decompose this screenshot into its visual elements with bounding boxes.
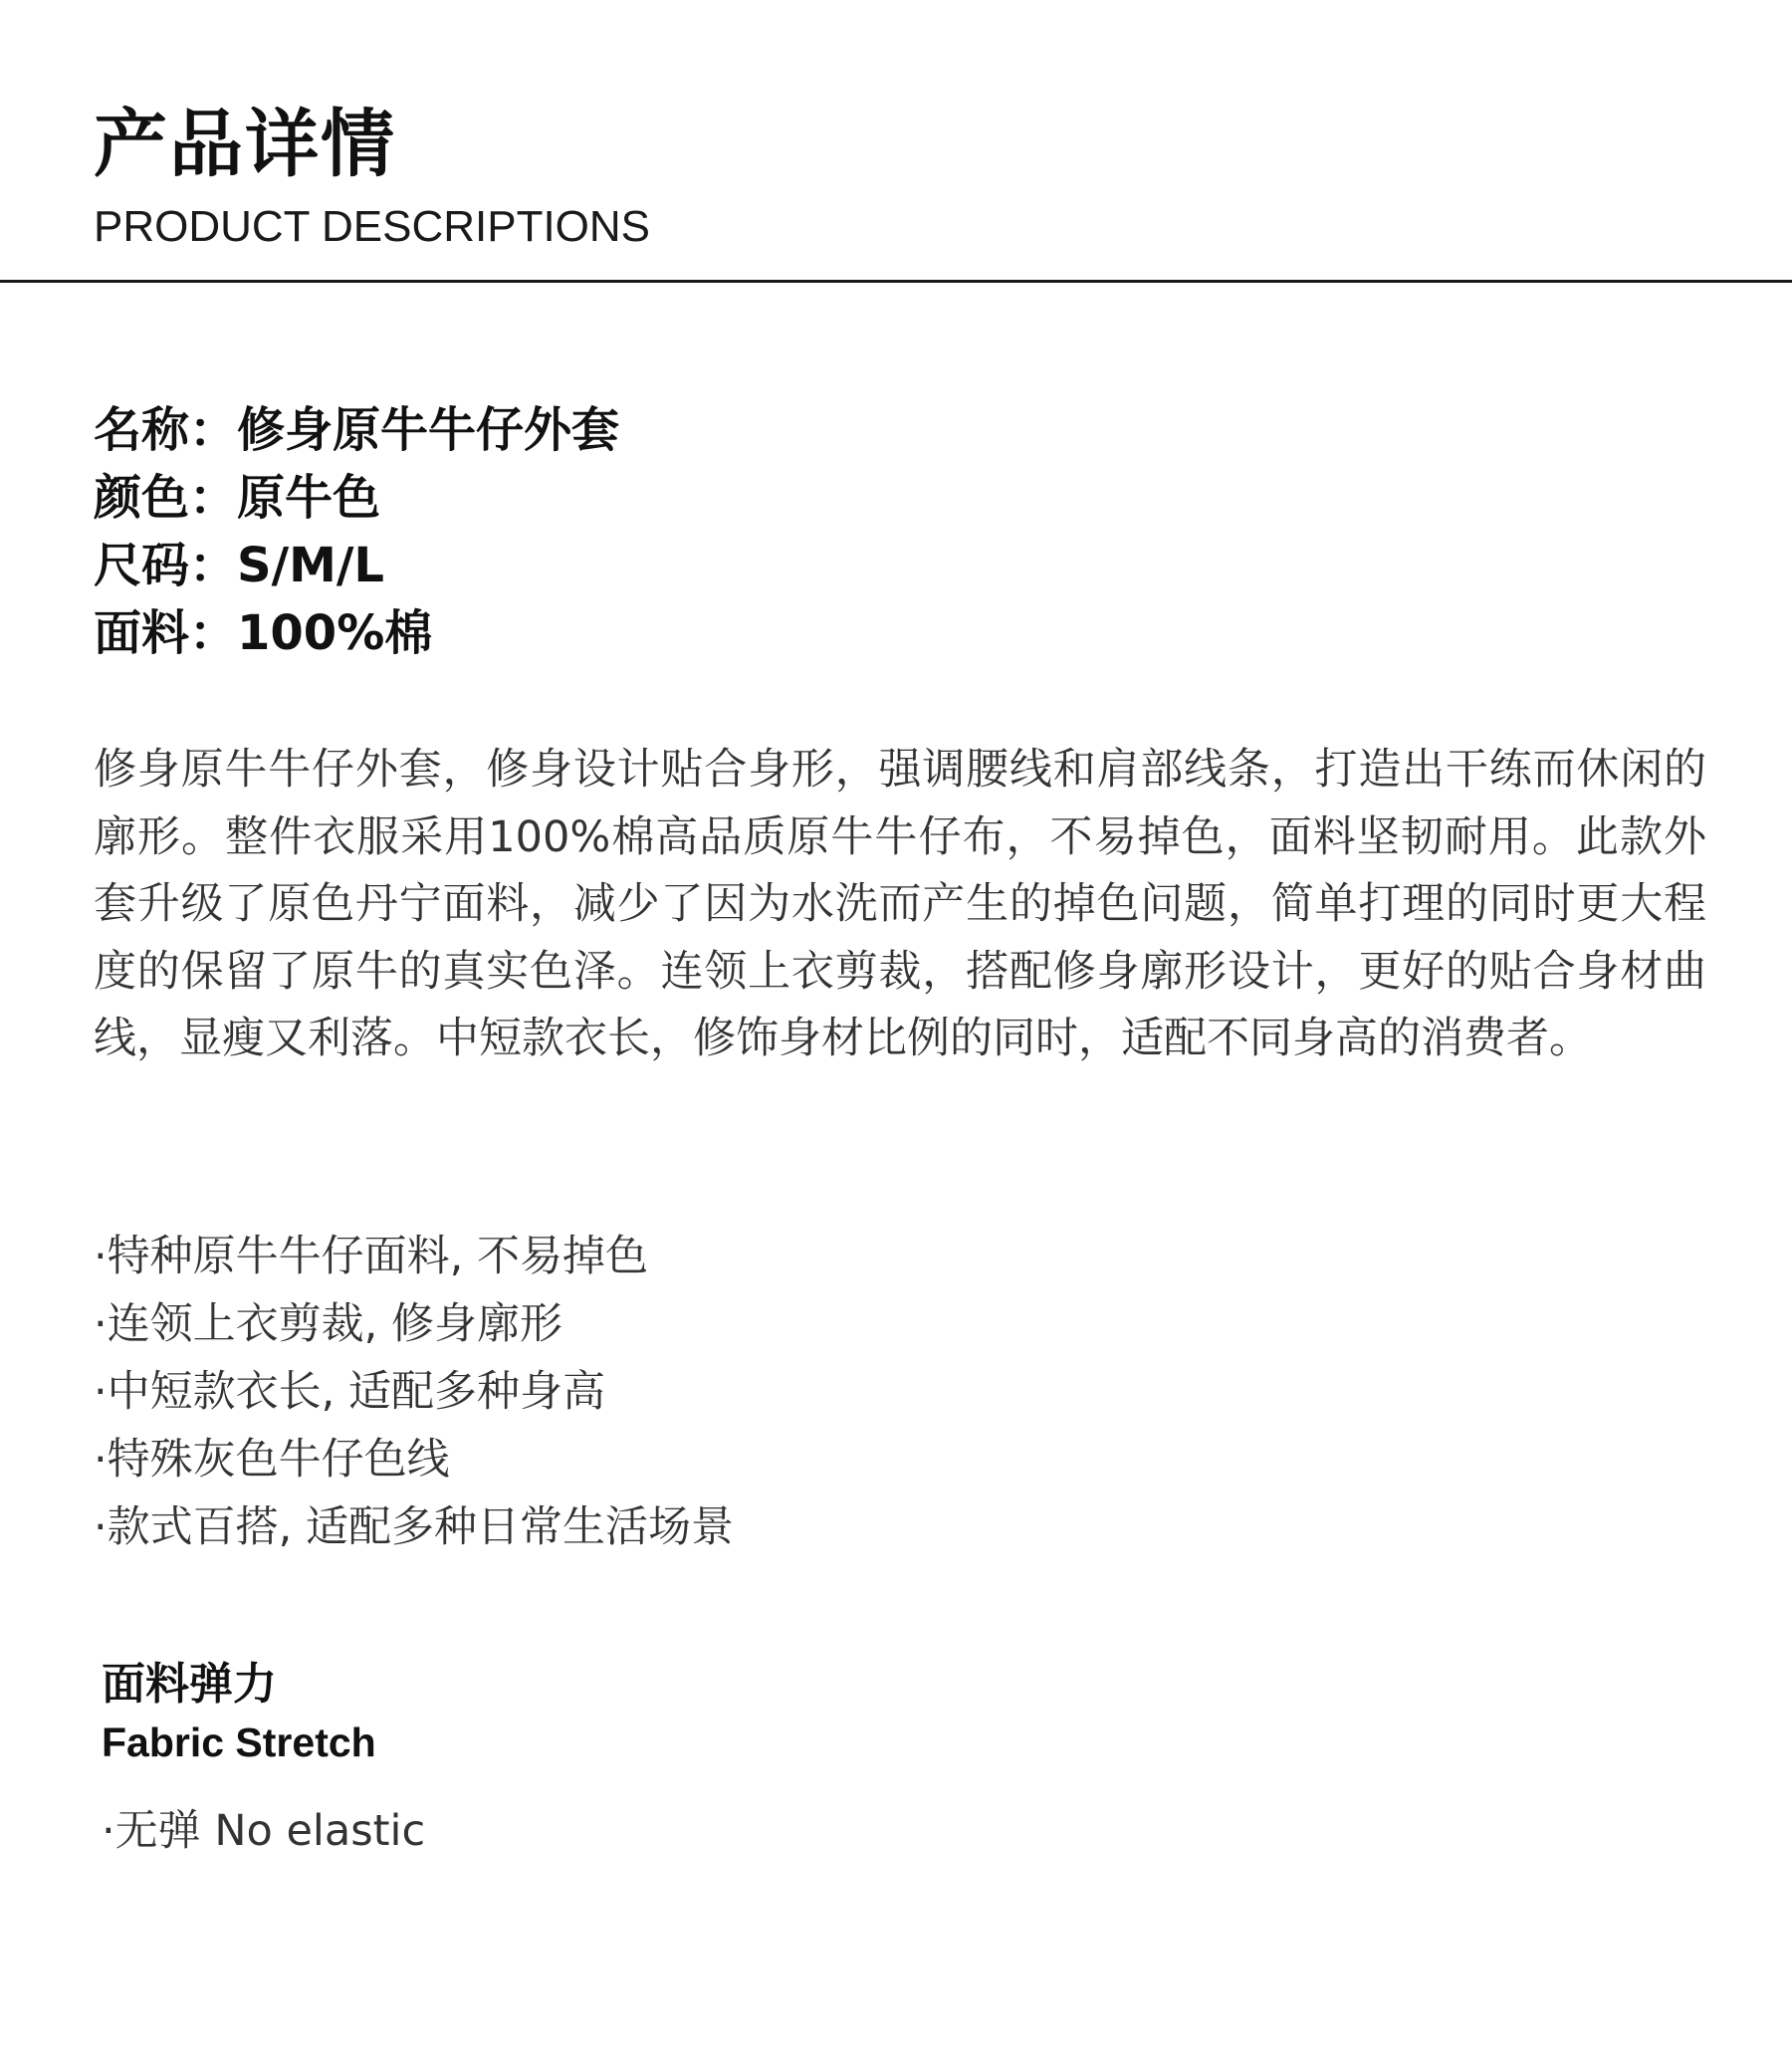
header-divider [0,280,1792,283]
spec-name: 名称：修身原牛牛仔外套 [94,402,620,458]
stretch-heading: 面料弹力 [102,1659,277,1710]
stretch-subheading: Fabric Stretch [102,1719,376,1765]
spec-color: 颜色：原牛色 [94,470,381,526]
page-title: 产品详情 [94,102,396,187]
spec-fabric: 面料：100%棉 [94,605,433,661]
list-item: ·特种原牛牛仔面料, 不易掉色 [94,1232,649,1281]
list-item: ·款式百搭, 适配多种日常生活场景 [94,1502,735,1552]
stretch-value: ·无弹 No elastic [102,1806,426,1856]
spec-list [94,396,619,667]
product-description: 修身原牛牛仔外套，修身设计贴合身形，强调腰线和肩部线条，打造出干练而休闲的廓形。整件衣服采用100%棉高品质原牛牛仔布，不易掉色，面料坚韧耐用。此款外套升级了原色丹宁面料，减少了因为水洗而产生的掉色问题，简单打理的同时更大程度的保留了原牛的真实色泽。连领上衣剪裁，搭配修身廓形设计，更好的贴合身材曲线，显瘦又利落。中短款衣长，修饰身材比例的同时，适配不同身高的消费者。 [94,745,1706,1063]
spec-size: 尺码：S/M/L [94,538,384,593]
list-item: ·中短款衣长, 适配多种身高 [94,1367,606,1417]
list-item: ·特殊灰色牛仔色线 [94,1435,450,1485]
page-subtitle: PRODUCT DESCRIPTIONS [94,202,651,251]
list-item: ·连领上衣剪裁, 修身廓形 [94,1299,563,1349]
feature-list [94,1223,734,1561]
